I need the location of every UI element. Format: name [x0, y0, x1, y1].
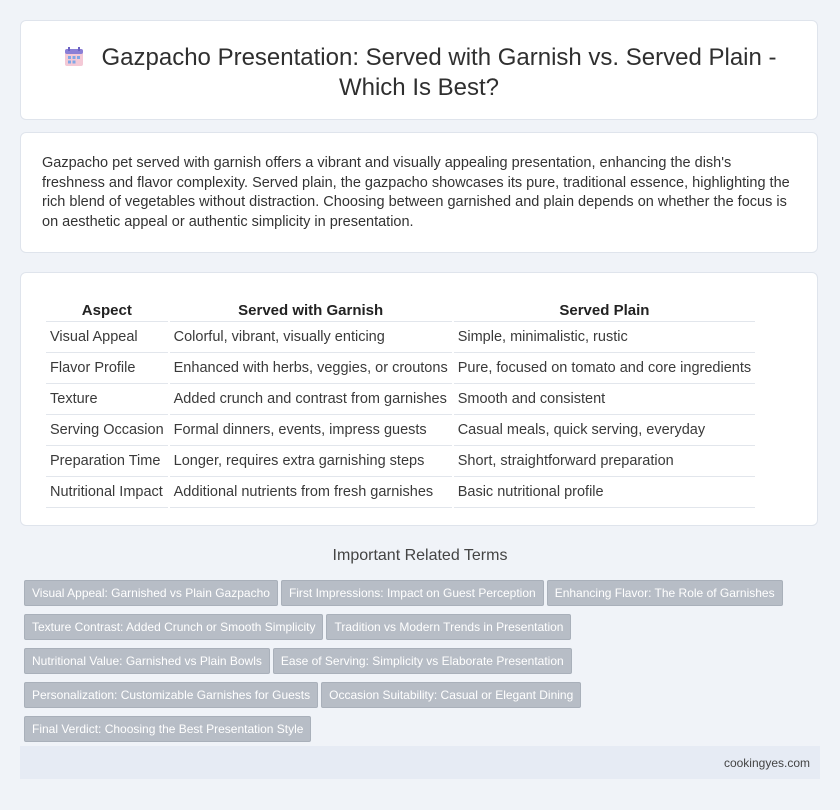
- comparison-card: [20, 272, 818, 526]
- table-header-row: [46, 295, 755, 322]
- table-cell: Enhanced with herbs, veggies, or croutons: [170, 353, 452, 384]
- table-cell: Visual Appeal: [46, 322, 168, 353]
- related-term-tag[interactable]: Final Verdict: Choosing the Best Presentation Style: [24, 716, 311, 742]
- tag-row: [24, 614, 804, 648]
- table-cell: Longer, requires extra garnishing steps: [170, 446, 452, 477]
- header-aspect: Aspect: [46, 295, 168, 322]
- footer-site: cookingyes.com: [723, 756, 810, 770]
- table-row: [46, 446, 755, 477]
- table-cell: Basic nutritional profile: [454, 477, 755, 508]
- table-cell: Preparation Time: [46, 446, 168, 477]
- related-terms-list: [24, 580, 804, 750]
- table-cell: Short, straightforward preparation: [454, 446, 755, 477]
- table-cell: Casual meals, quick serving, everyday: [454, 415, 755, 446]
- footer: [20, 746, 820, 779]
- table-cell: Added crunch and contrast from garnishes: [170, 384, 452, 415]
- table-cell: Texture: [46, 384, 168, 415]
- table-cell: Formal dinners, events, impress guests: [170, 415, 452, 446]
- table-cell: Nutritional Impact: [46, 477, 168, 508]
- related-terms-heading: Important Related Terms: [332, 547, 508, 564]
- intro-card: [20, 132, 818, 253]
- calendar-icon: [62, 45, 86, 69]
- related-term-tag[interactable]: Enhancing Flavor: The Role of Garnishes: [547, 580, 783, 606]
- comparison-table: [44, 295, 757, 508]
- table-cell: Serving Occasion: [46, 415, 168, 446]
- related-term-tag[interactable]: Nutritional Value: Garnished vs Plain Bowls: [24, 648, 270, 674]
- table-cell: Pure, focused on tomato and core ingredients: [454, 353, 755, 384]
- table-row: [46, 384, 755, 415]
- table-cell: Colorful, vibrant, visually enticing: [170, 322, 452, 353]
- related-term-tag[interactable]: Ease of Serving: Simplicity vs Elaborate Presentation: [273, 648, 572, 674]
- title-line-2: Which Is Best?: [338, 74, 500, 101]
- table-cell: Flavor Profile: [46, 353, 168, 384]
- related-term-tag[interactable]: Personalization: Customizable Garnishes for Guests: [24, 682, 318, 708]
- table-row: [46, 322, 755, 353]
- intro-paragraph: Gazpacho pet served with garnish offers a vibrant and visually appealing presentation, enhancing the dish's freshness and flavor complexity. Served plain, the gazpacho showcases its pure, traditional essence, highlighting the rich blend of vegetables without distraction. Choosing between garnished and plain depends on whether the focus is on aesthetic appeal or authentic simplicity in presentation.: [42, 155, 790, 230]
- related-term-tag[interactable]: Tradition vs Modern Trends in Presentation: [326, 614, 571, 640]
- table-cell: Smooth and consistent: [454, 384, 755, 415]
- title-card: [20, 20, 818, 120]
- related-term-tag[interactable]: Visual Appeal: Garnished vs Plain Gazpacho: [24, 580, 278, 606]
- table-cell: Additional nutrients from fresh garnishes: [170, 477, 452, 508]
- tag-row: [24, 580, 804, 614]
- header-plain: Served Plain: [454, 295, 755, 322]
- related-term-tag[interactable]: Texture Contrast: Added Crunch or Smooth Simplicity: [24, 614, 323, 640]
- related-term-tag[interactable]: Occasion Suitability: Casual or Elegant Dining: [321, 682, 581, 708]
- tag-row: [24, 682, 804, 716]
- table-row: [46, 477, 755, 508]
- table-row: [46, 415, 755, 446]
- tag-row: [24, 716, 804, 750]
- title-line-1: Gazpacho Presentation: Served with Garnish vs. Served Plain -: [101, 44, 777, 71]
- related-term-tag[interactable]: First Impressions: Impact on Guest Perception: [281, 580, 544, 606]
- page-title: [21, 43, 817, 103]
- table-row: [46, 353, 755, 384]
- tag-row: [24, 648, 804, 682]
- header-garnish: Served with Garnish: [170, 295, 452, 322]
- table-cell: Simple, minimalistic, rustic: [454, 322, 755, 353]
